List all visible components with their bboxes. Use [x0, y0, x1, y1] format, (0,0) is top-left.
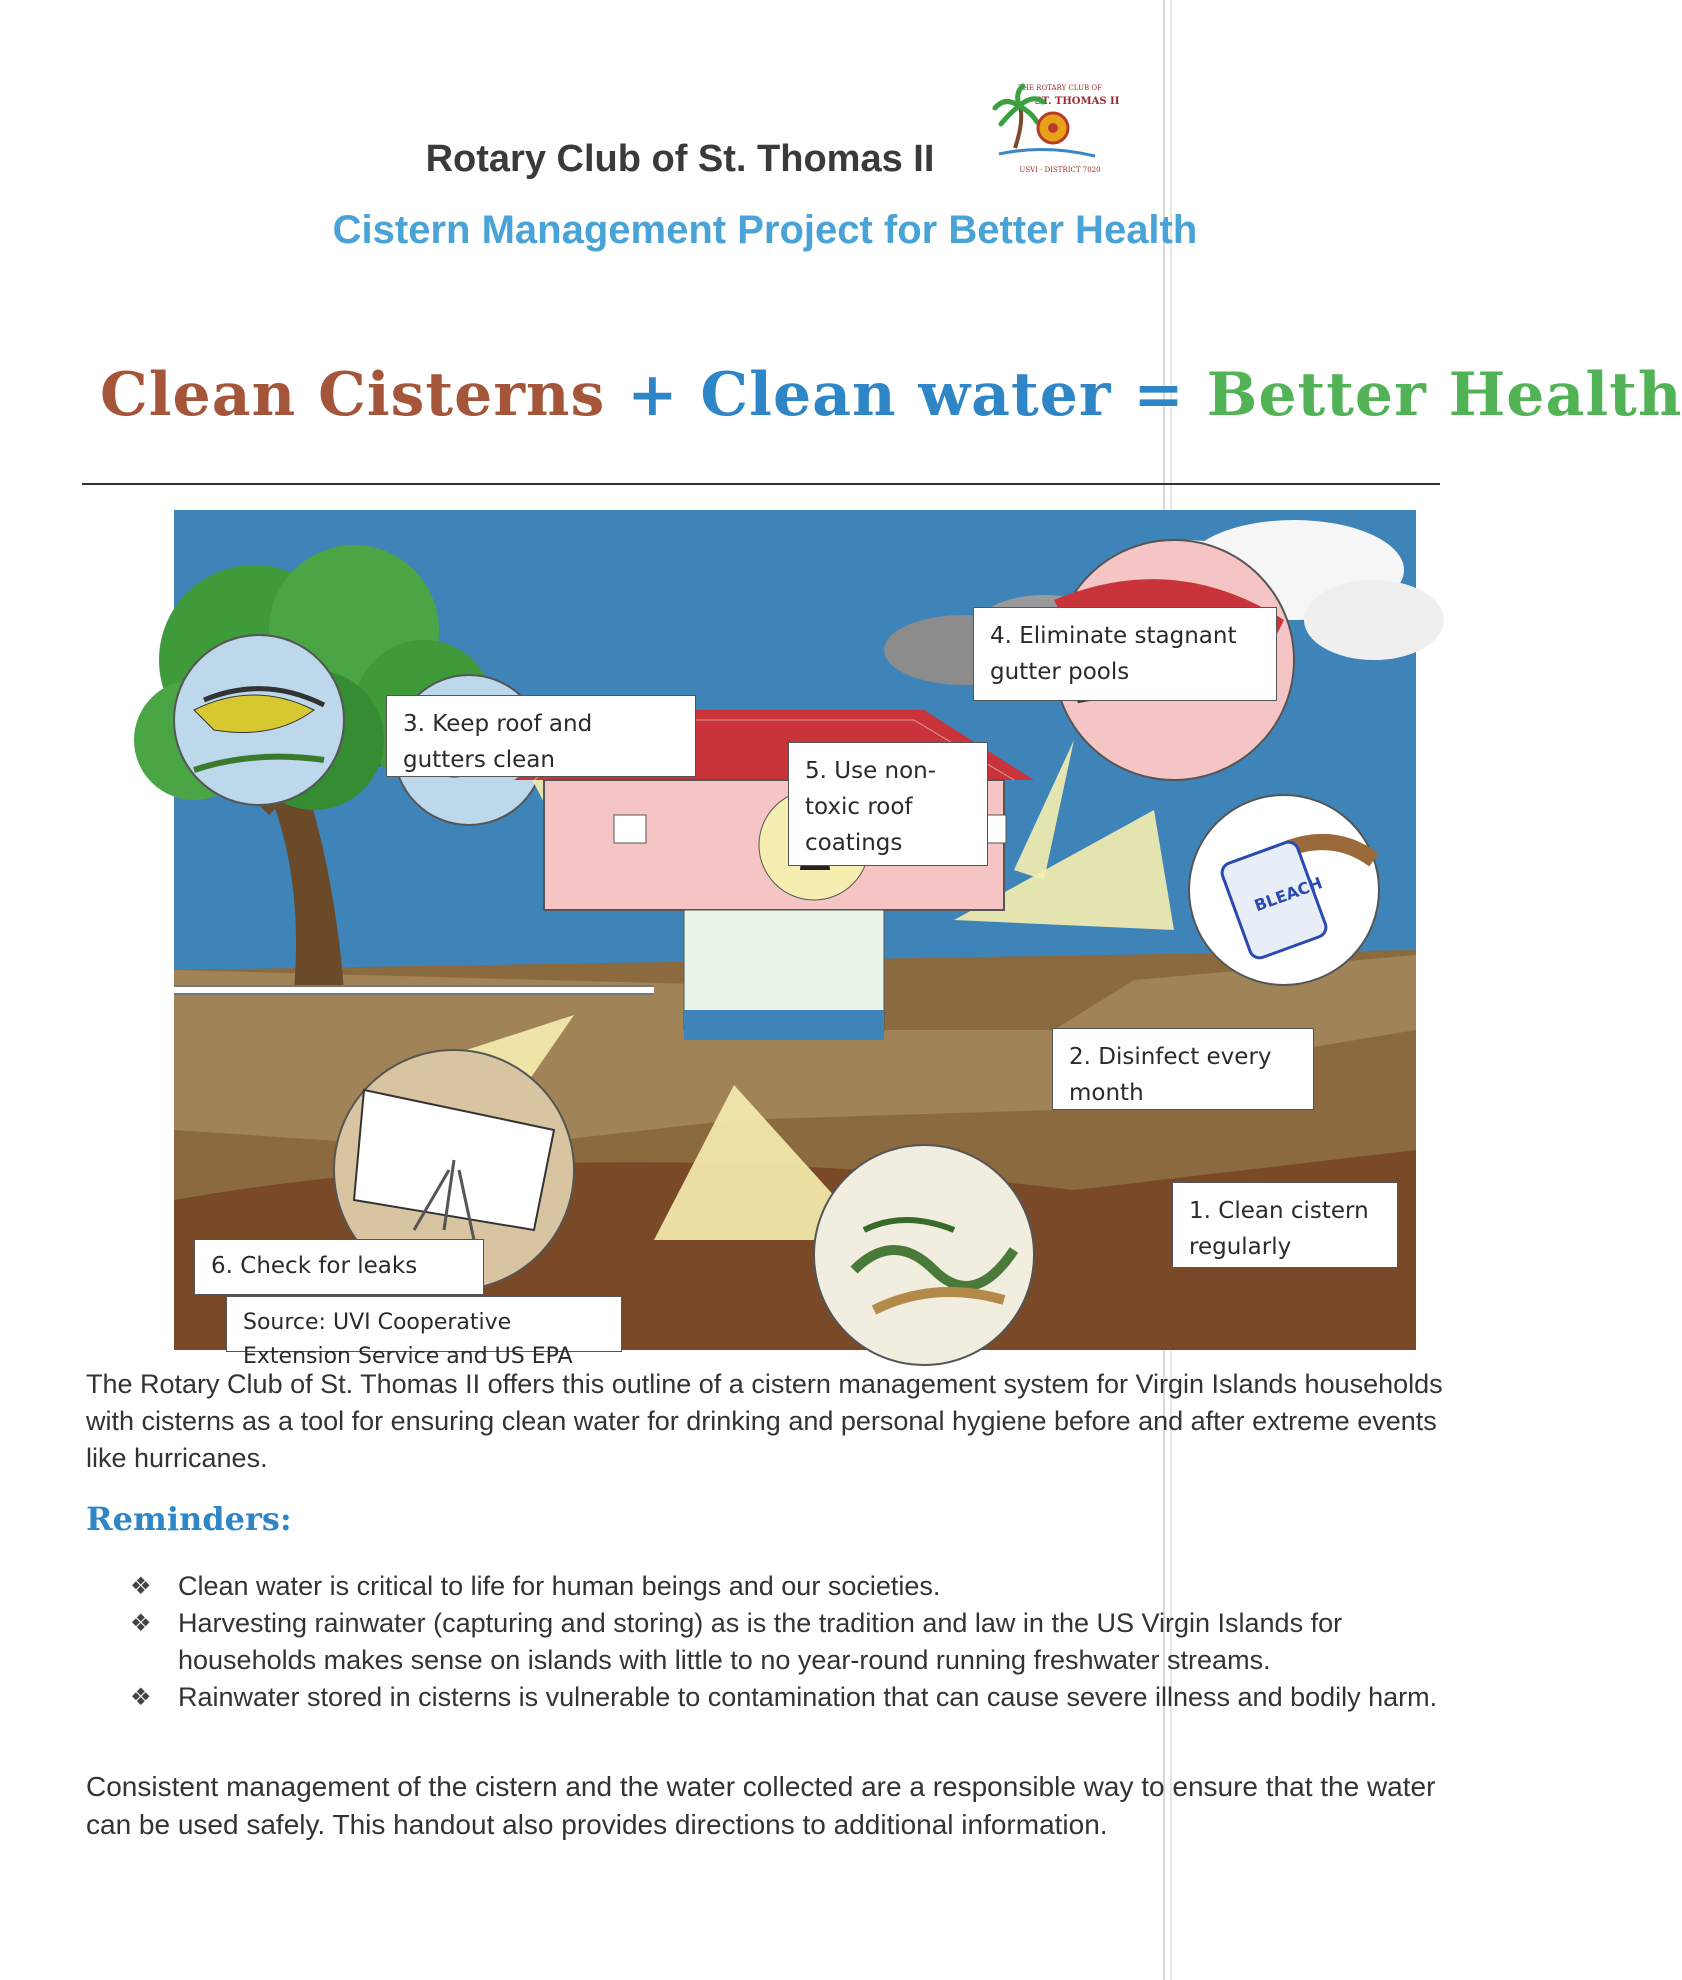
cistern-illustration [174, 510, 1416, 1369]
project-title: Cistern Management Project for Better Health [332, 208, 1198, 252]
reminder-item [130, 1679, 1470, 1716]
slogan [100, 360, 1682, 430]
logo-arc-text: THE ROTARY CLUB OF [1018, 84, 1102, 92]
closing-paragraph: Consistent management of the cistern and the water collected are a responsible way to ensure that the water can be used safely. This handout also provides directions to additional information. [86, 1771, 1436, 1840]
slogan-equals: = [1111, 360, 1207, 430]
callout-disinfect-monthly: 2. Disinfect every month [1052, 1028, 1314, 1110]
reminders-heading: Reminders: [86, 1500, 292, 1538]
slogan-part-1: Clean Cisterns [100, 360, 606, 430]
reminder-item [130, 1568, 1470, 1605]
logo-footer-text: USVI · DISTRICT 7020 [1019, 166, 1101, 174]
horizontal-rule [82, 483, 1440, 485]
callout-non-toxic-roof: 5. Use non-toxic roof coatings [788, 742, 988, 866]
reminder-item [130, 1605, 1470, 1679]
intro-paragraph: The Rotary Club of St. Thomas II offers this outline of a cistern management system for Virgin Islands households with cisterns as a tool for ensuring clean water for drinking and personal hygiene before and after extreme events like hurricanes. [86, 1369, 1443, 1473]
callout-keep-roof-clean: 3. Keep roof and gutters clean [386, 695, 696, 777]
diamond-bullet-icon: ❖ [130, 1610, 152, 1637]
reminder-text: Rainwater stored in cisterns is vulnerable to contamination that can cause severe illness and bodily harm. [178, 1682, 1438, 1712]
slogan-part-2: Clean water [700, 360, 1112, 430]
slogan-plus: + [605, 360, 701, 430]
diamond-bullet-icon: ❖ [130, 1684, 152, 1711]
org-title: Rotary Club of St. Thomas II [425, 138, 935, 180]
slogan-part-3: Better Health [1206, 360, 1682, 430]
diamond-bullet-icon: ❖ [130, 1573, 152, 1600]
callout-check-leaks: 6. Check for leaks [194, 1239, 484, 1295]
reminder-text: Clean water is critical to life for human beings and our societies. [178, 1571, 941, 1601]
reminders-list [130, 1568, 1470, 1716]
callout-eliminate-stagnant-pools: 4. Eliminate stagnant gutter pools [973, 607, 1277, 701]
callout-clean-cistern: 1. Clean cistern regularly [1172, 1182, 1398, 1268]
logo-name-text: ST. THOMAS II [1034, 96, 1120, 107]
illustration-source: Source: UVI Cooperative Extension Service and US EPA [226, 1296, 622, 1352]
bleach-label: BLEACH [1251, 873, 1325, 916]
reminder-text: Harvesting rainwater (capturing and storing) as is the tradition and law in the US Virgin Islands for households makes sense on islands with little to no year-round running freshwater streams. [178, 1608, 1343, 1675]
